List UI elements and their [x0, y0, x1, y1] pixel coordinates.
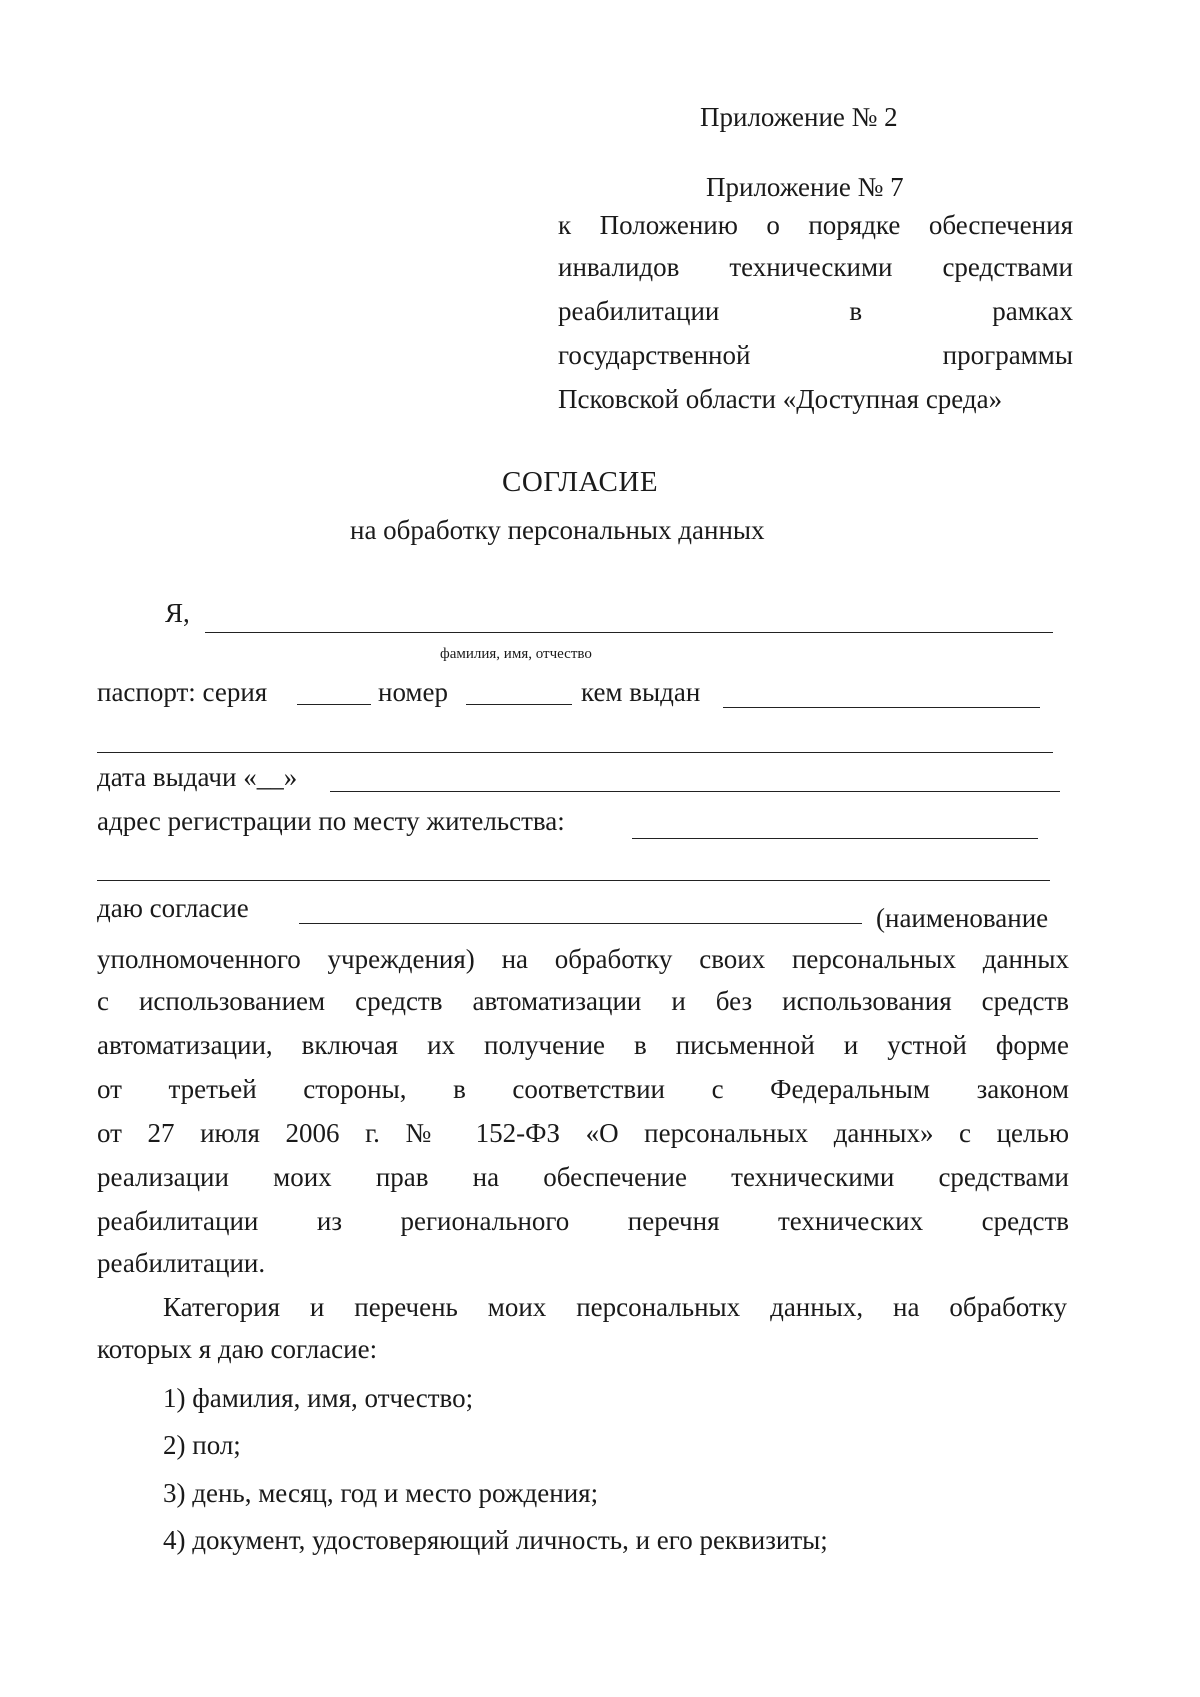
fio-caption: фамилия, имя, отчество — [440, 646, 592, 662]
body-line: от 27 июля 2006 г. № 152-ФЗ «О персональных данных» с целью — [97, 1118, 1069, 1148]
body-line: реабилитации из регионального перечня технических средств — [97, 1206, 1069, 1236]
address-field-continued[interactable] — [97, 880, 1050, 881]
header-ref-line-5: Псковской области «Доступная среда» — [558, 384, 1003, 414]
address-label: адрес регистрации по месту жительства: — [97, 806, 565, 836]
body-line: от третьей стороны, в соответствии с Федеральным законом — [97, 1074, 1069, 1104]
list-item: 3) день, месяц, год и место рождения; — [163, 1478, 599, 1508]
header-ref-line-2: инвалидов техническими средствами — [558, 252, 1073, 282]
passport-series-label: паспорт: серия — [97, 677, 268, 707]
document-title: СОГЛАСИЕ — [502, 466, 659, 498]
category-line-2: которых я даю согласие: — [97, 1334, 378, 1364]
passport-series-field[interactable] — [297, 704, 371, 705]
body-line: с использованием средств автоматизации и без использования средств — [97, 986, 1069, 1016]
body-line: реализации моих прав на обеспечение техническими средствами — [97, 1162, 1069, 1192]
header-ref-line-1: к Положению о порядке обеспечения — [558, 210, 1073, 240]
institution-caption: (наименование — [876, 903, 1049, 933]
issued-by-field[interactable] — [723, 707, 1040, 708]
i-label: Я, — [165, 598, 190, 628]
appendix-7-label: Приложение № 7 — [706, 172, 904, 202]
list-item: 4) документ, удостоверяющий личность, и его реквизиты; — [163, 1525, 828, 1555]
header-ref-line-4: государственной программы — [558, 340, 1073, 370]
appendix-2-label: Приложение № 2 — [700, 102, 898, 132]
body-line: автоматизации, включая их получение в письменной и устной форме — [97, 1030, 1069, 1060]
address-field[interactable] — [632, 838, 1038, 839]
issue-date-label: дата выдачи «__» — [97, 762, 298, 792]
category-line-1: Категория и перечень моих персональных данных, на обработку — [163, 1292, 1067, 1322]
passport-number-label: номер — [378, 677, 449, 707]
consent-label: даю согласие — [97, 893, 249, 923]
fio-field[interactable] — [205, 632, 1053, 633]
body-last-line: реабилитации. — [97, 1248, 266, 1278]
issue-date-field[interactable] — [330, 791, 1060, 792]
body-line: уполномоченного учреждения) на обработку своих персональных данных — [97, 944, 1069, 974]
document-subtitle: на обработку персональных данных — [350, 515, 765, 545]
passport-number-field[interactable] — [466, 704, 572, 705]
list-item: 1) фамилия, имя, отчество; — [163, 1383, 474, 1413]
header-ref-line-3: реабилитации в рамках — [558, 296, 1073, 326]
issued-by-label: кем выдан — [581, 677, 701, 707]
institution-field[interactable] — [299, 923, 862, 924]
list-item: 2) пол; — [163, 1430, 241, 1460]
issued-by-field-continued[interactable] — [97, 752, 1053, 753]
